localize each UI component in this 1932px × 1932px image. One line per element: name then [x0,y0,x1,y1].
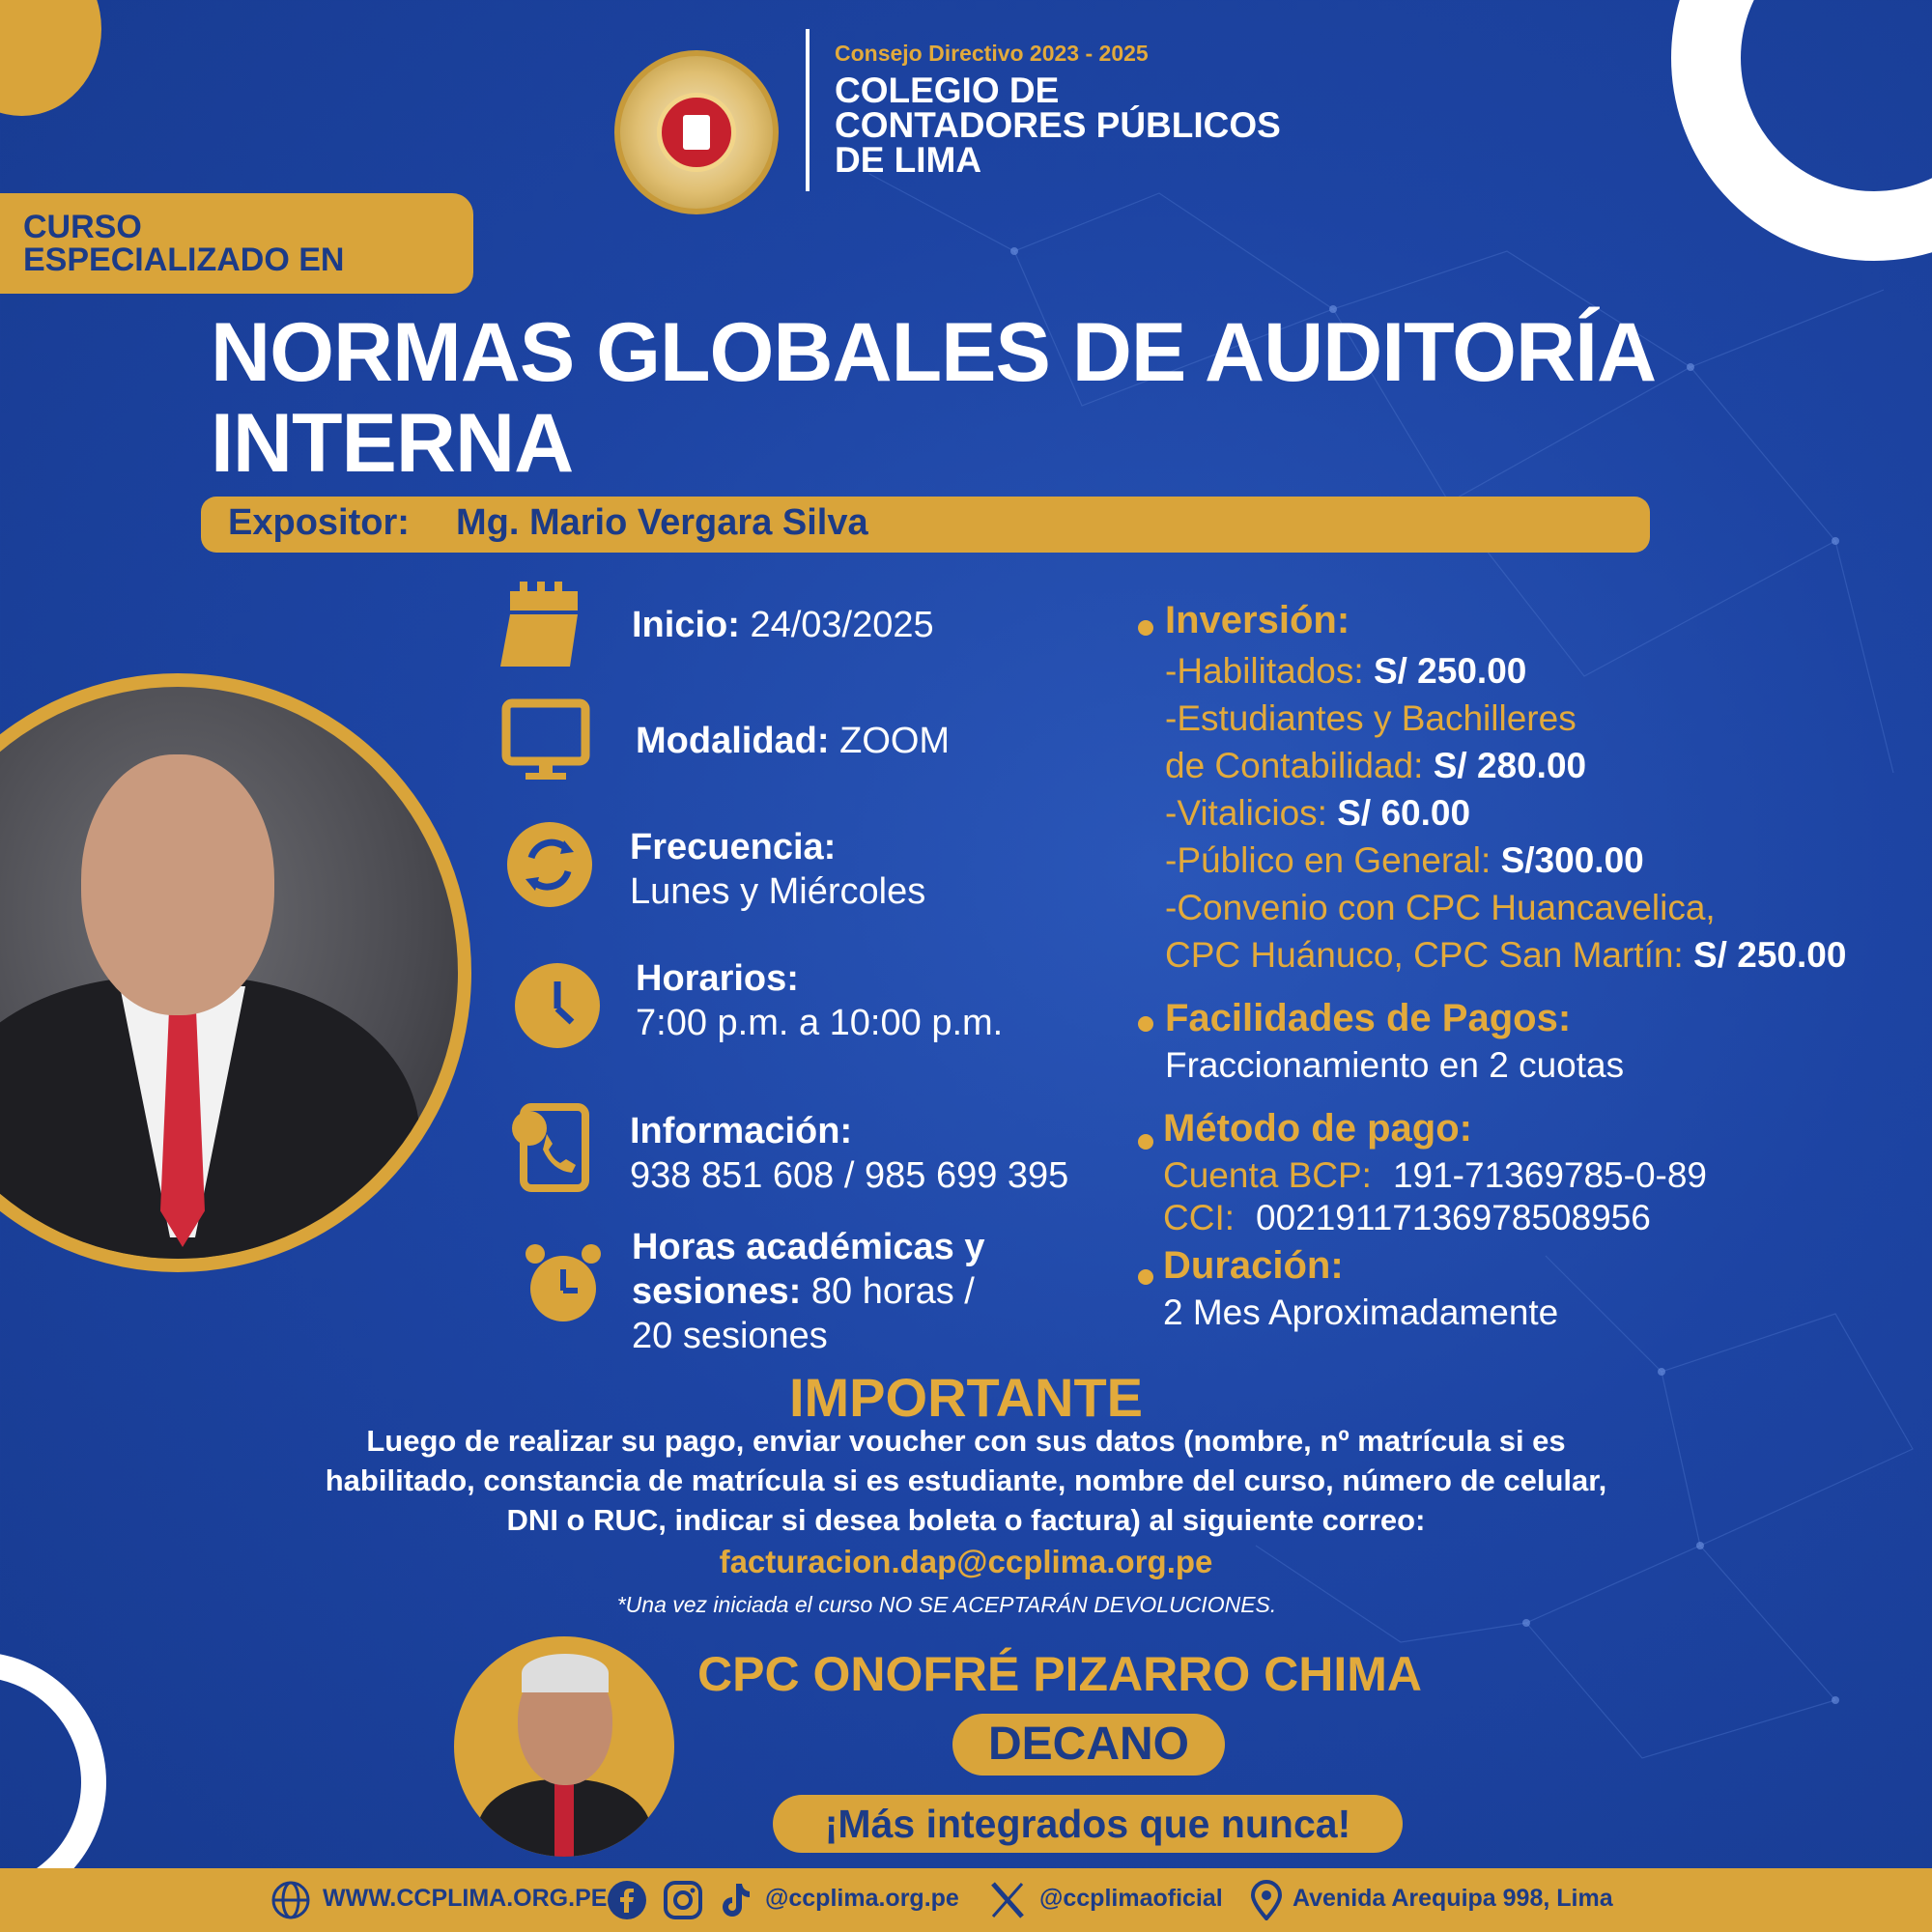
facebook-icon[interactable] [607,1880,647,1920]
investment-row: -Convenio con CPC Huancavelica, [1165,888,1716,927]
calendar-icon [497,578,587,668]
x-icon[interactable] [987,1880,1028,1920]
monitor-icon [500,696,591,786]
instagram-icon[interactable] [663,1880,703,1920]
investment-row: -Estudiantes y Bachilleres [1165,698,1577,738]
modality: Modalidad: ZOOM [636,721,951,761]
org-name-line-1: COLEGIO DE [835,71,1060,110]
council-period: Consejo Directivo 2023 - 2025 [835,41,1149,66]
duration-heading: Duración: [1163,1244,1344,1287]
investment-row: -Vitalicios: S/ 60.00 [1165,793,1471,833]
cycle-icon [504,819,595,910]
frequency: Frecuencia: Lunes y Miércoles [630,827,926,912]
billing-email[interactable]: facturacion.dap@ccplima.org.pe [719,1544,1213,1579]
footer-website[interactable]: WWW.CCPLIMA.ORG.PE [323,1885,608,1912]
org-name-line-2: CONTADORES PÚBLICOS [835,105,1281,145]
investment-row: -Habilitados: S/ 250.00 [1165,651,1527,691]
cci-account: CCI: 00219117136978508956 [1163,1198,1651,1237]
speaker-name: Mg. Mario Vergara Silva [456,502,868,543]
course-tag-line-2: ESPECIALIZADO EN [23,242,345,278]
bullet [1138,1269,1153,1285]
important-line-1: Luego de realizar su pago, enviar voucher con sus datos (nombre, nº matrícula si es [366,1424,1566,1458]
investment-row: -Público en General: S/300.00 [1165,840,1644,880]
bullet [1138,620,1153,636]
bullet [1138,1134,1153,1150]
payment-method-heading: Método de pago: [1163,1107,1472,1150]
schedule: Horarios: 7:00 p.m. a 10:00 p.m. [636,958,1004,1043]
important-line-2: habilitado, constancia de matrícula si es estudiante, nombre del curso, número de celular, [325,1463,1607,1497]
course-tag-line-1: CURSO [23,209,142,245]
refund-note: *Una vez iniciada el curso NO SE ACEPTARÁN DEVOLUCIONES. [616,1592,1277,1617]
information-phones: Información: 938 851 608 / 985 699 395 [630,1111,1069,1196]
important-title: IMPORTANTE [788,1367,1144,1428]
alarm-clock-icon [518,1238,609,1329]
speaker-bar [201,497,1650,553]
location-pin-icon [1246,1880,1287,1920]
header-divider [806,29,810,191]
investment-row: de Contabilidad: S/ 280.00 [1165,746,1587,785]
clock-icon [512,960,603,1051]
academic-hours: Horas académicas y sesiones: 80 horas / 20 sesiones [632,1227,985,1356]
course-tag [0,193,473,294]
investment-heading: Inversión: [1165,599,1350,641]
footer-social-handle[interactable]: @ccplima.org.pe [765,1885,959,1912]
important-line-3: DNI o RUC, indicar si desea boleta o factura) al siguiente correo: [506,1503,1426,1537]
slogan-badge: ¡Más integrados que nunca! [773,1795,1403,1853]
payment-facilities-value: Fraccionamiento en 2 cuotas [1165,1045,1625,1085]
ccpl-seal-icon [614,50,779,214]
org-name-line-3: DE LIMA [835,140,982,180]
globe-icon [270,1880,311,1920]
course-title-line-1: NORMAS GLOBALES DE AUDITORÍA [211,306,1657,399]
duration-value: 2 Mes Aproximadamente [1163,1293,1559,1332]
course-title-line-2: INTERNA [211,397,574,490]
footer-x-handle[interactable]: @ccplimaoficial [1039,1885,1223,1912]
footer-address: Avenida Arequipa 998, Lima [1293,1885,1613,1912]
bcp-account: Cuenta BCP: 191-71369785-0-89 [1163,1155,1708,1195]
tiktok-icon[interactable] [715,1880,755,1920]
dean-photo [454,1636,674,1857]
speaker-label: Expositor: [228,502,410,543]
dean-name: CPC ONOFRÉ PIZARRO CHIMA [697,1647,1422,1701]
investment-row: CPC Huánuco, CPC San Martín: S/ 250.00 [1165,935,1847,975]
phone-icon [504,1101,595,1192]
dean-title-badge: DECANO [952,1714,1225,1776]
payment-facilities-heading: Facilidades de Pagos: [1165,997,1572,1039]
start-date: Inicio: 24/03/2025 [632,605,934,645]
bullet [1138,1016,1153,1032]
